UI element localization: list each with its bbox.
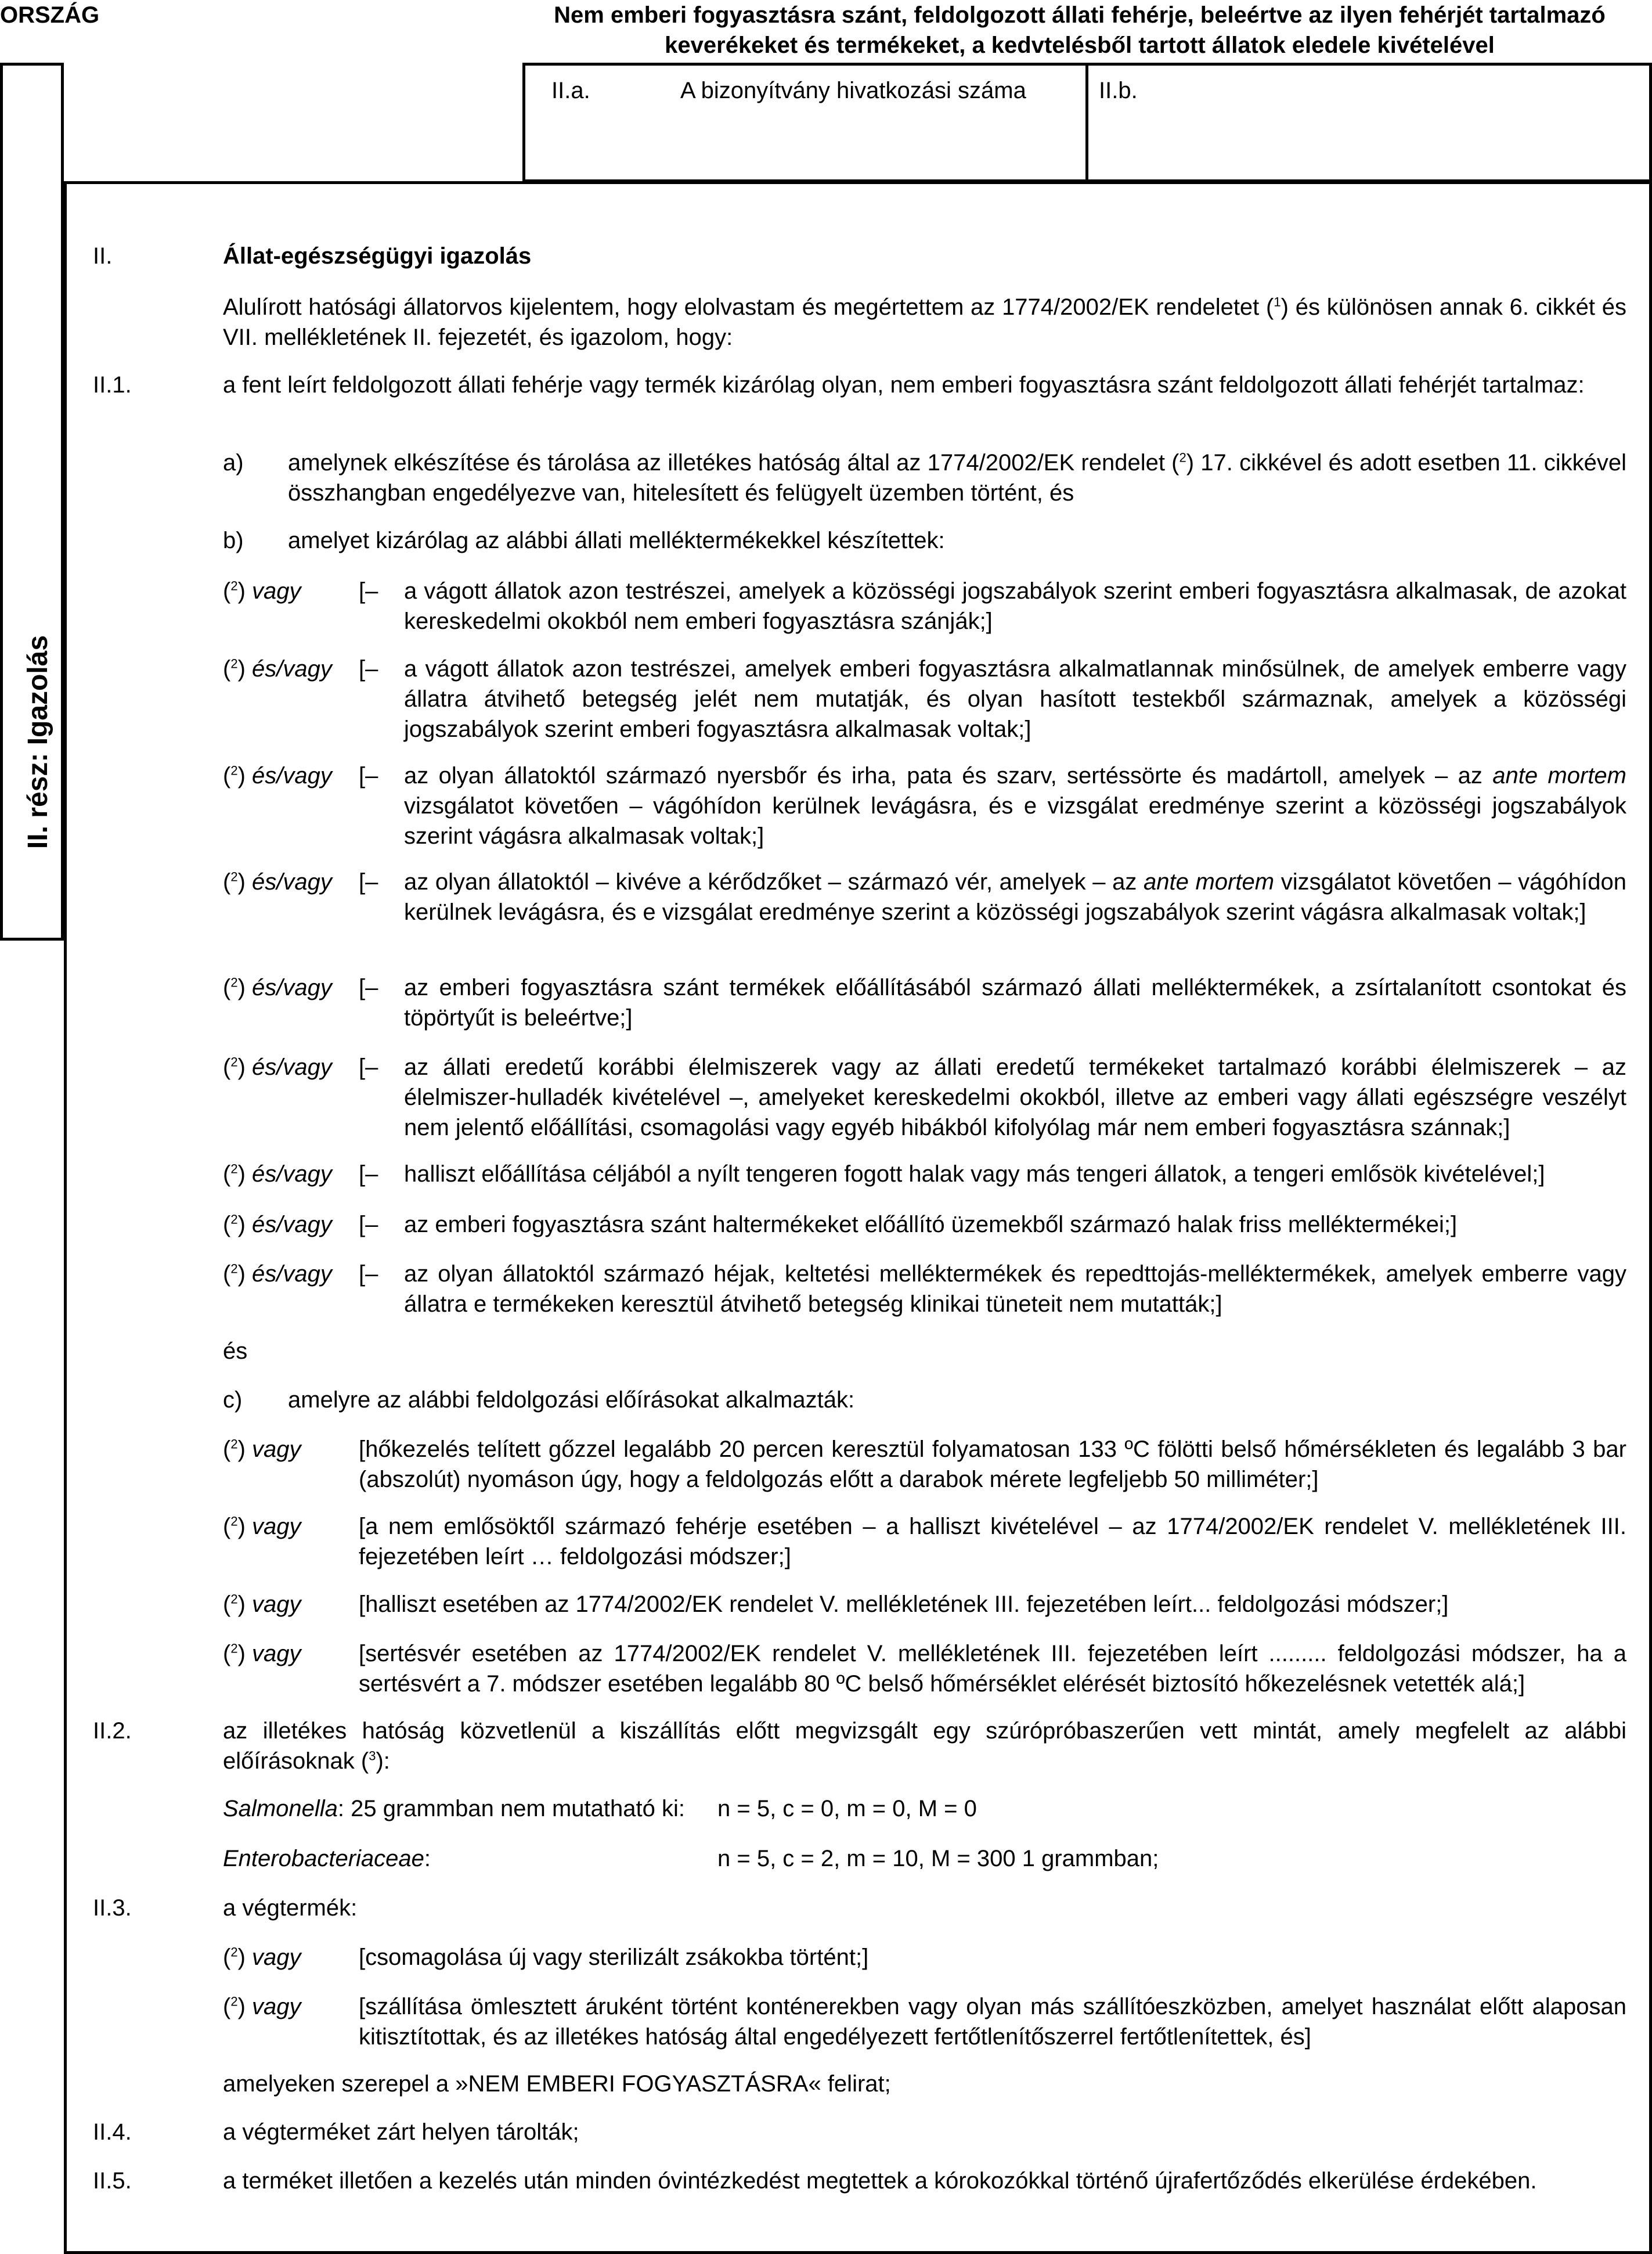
- option-marker: ($^2$) és/vagy: [223, 1212, 332, 1237]
- point-text: az illetékes hatóság közvetlenül a kiszállítás előtt megvizsgált egy szúrópróbaszerűen vett mintát, amely megfelelt az alábbi előírásoknak ($^3$):: [223, 1718, 1626, 1774]
- subpoint-text: amelynek elkészítése és tárolása az illetékes hatóság által az 1774/2002/EK rendelet ($^2$) 17. cikkével és adott esetben 11. cikkével összhangban engedélyezve van, hitelesített és felügyelt üzemben történt, és: [288, 450, 1626, 506]
- option-text: az olyan állatoktól – kivéve a kérődzőket – származó vér, amelyek – az ante mortem vizsgálatot követően – vágóhídon kerülnek levágásra, és e vizsgálat eredménye szerint a közösségi jogszabályok szerint vágásra alkalmasak voltak;]: [404, 869, 1626, 925]
- option-text: [a nem emlősöktől származó fehérje esetében – a halliszt kivételével – az 1774/2002/EK rendelet V. mellékletének III. fejezetében leírt … feldolgozási módszer;]: [359, 1514, 1626, 1569]
- point-text: a fent leírt feldolgozott állati fehérje vagy termék kizárólag olyan, nem emberi fogyasztásra szánt feldolgozott állati fehérjét tartalmaz:: [223, 372, 1585, 398]
- option-text: a vágott állatok azon testrészei, amelyek a közösségi jogszabályok szerint emberi fogyasztásra alkalmasak, de azokat kereskedelmi okokból nem emberi fogyasztásra szánják;]: [404, 578, 1626, 634]
- option-bracket: [–: [359, 1161, 378, 1187]
- section-number: II.: [93, 243, 113, 269]
- option-bracket: [–: [359, 1054, 378, 1080]
- option-bracket: [–: [359, 975, 378, 1000]
- intro-paragraph: Alulírott hatósági állatorvos kijelentem, hogy elolvastam és megértettem az 1774/2002/EK rendeletet ($^1$) és különösen annak 6. cikkét és VII. mellékletének II. fejezetét, és igazolom, hogy:: [223, 294, 1627, 350]
- option-marker: ($^2$) és/vagy: [223, 1261, 332, 1287]
- option-marker: ($^2$) vagy: [223, 578, 301, 604]
- enterobacteriaceae-criterion: Enterobacteriaceae:: [223, 1846, 431, 1871]
- section-side-label: II. rész: Igazolás: [23, 635, 53, 849]
- option-marker: ($^2$) vagy: [223, 1641, 301, 1666]
- subpoint-text: amelyet kizárólag az alábbi állati melléktermékekkel készítettek:: [288, 528, 945, 553]
- option-text: az olyan állatoktól származó héjak, keltetési melléktermékek és repedttojás-melléktermékek, amelyek emberre vagy állatra e termékeken keresztül átvihető betegség klinikai tüneteit nem mutatták;]: [404, 1261, 1626, 1317]
- labelling-statement: amelyeken szerepel a »NEM EMBERI FOGYASZTÁSRA« felirat;: [223, 2071, 891, 2097]
- ref-iib-label: II.b.: [1099, 78, 1138, 103]
- ref-iia-label: II.a.: [551, 78, 590, 103]
- option-marker: ($^2$) vagy: [223, 1994, 301, 2019]
- option-marker: ($^2$) vagy: [223, 1514, 301, 1539]
- option-marker: ($^2$) vagy: [223, 1945, 301, 1970]
- option-text: az emberi fogyasztásra szánt termékek előállításából származó állati melléktermékek, a zsírtalanított csontokat és töpörtyűt is beleértve;]: [404, 975, 1626, 1031]
- option-marker: ($^2$) és/vagy: [223, 1054, 332, 1080]
- option-marker: ($^2$) és/vagy: [223, 656, 332, 682]
- point-text: a terméket illetően a kezelés után minden óvintézkedést megtettek a kórokozókkal történő újrafertőződés elkerülése érdekében.: [223, 2168, 1537, 2194]
- point-text: a végtermék:: [223, 1895, 358, 1921]
- country-label: ORSZÁG: [0, 2, 100, 28]
- option-bracket: [–: [359, 656, 378, 682]
- section-title: Állat-egészségügyi igazolás: [223, 243, 532, 269]
- salmonella-criterion: Salmonella: 25 grammban nem mutatható ki:: [223, 1796, 685, 1821]
- point-number: II.2.: [93, 1718, 132, 1744]
- reference-divider: [1085, 63, 1088, 182]
- option-text: az emberi fogyasztásra szánt haltermékeket előállító üzemekből származó halak friss melléktermékei;]: [404, 1212, 1458, 1237]
- point-text: a végterméket zárt helyen tárolták;: [223, 2119, 579, 2145]
- salmonella-values: n = 5, c = 0, m = 0, M = 0: [717, 1796, 977, 1821]
- option-marker: ($^2$) és/vagy: [223, 763, 332, 788]
- point-number: II.4.: [93, 2119, 132, 2145]
- point-number: II.5.: [93, 2168, 132, 2194]
- ref-number-label: A bizonyítvány hivatkozási száma: [680, 78, 1026, 103]
- enterobacteriaceae-values: n = 5, c = 2, m = 10, M = 300 1 grammban;: [717, 1846, 1159, 1871]
- option-bracket: [–: [359, 578, 378, 604]
- option-bracket: [–: [359, 869, 378, 895]
- option-text: a vágott állatok azon testrészei, amelyek emberi fogyasztásra alkalmatlannak minősülnek, de amelyek emberre vagy állatra átvihető betegség jelét nem mutatják, és olyan hasított testekből származnak, amelyek a közösségi jogszabályok szerint emberi fogyasztásra alkalmasak voltak;]: [404, 656, 1626, 742]
- subpoint-label: a): [223, 450, 244, 476]
- point-number: II.3.: [93, 1895, 132, 1921]
- option-bracket: [–: [359, 1212, 378, 1237]
- option-marker: ($^2$) vagy: [223, 1436, 301, 1462]
- option-bracket: [–: [359, 1261, 378, 1287]
- subpoint-label: b): [223, 528, 244, 553]
- option-text: [sertésvér esetében az 1774/2002/EK rendelet V. mellékletének III. fejezetében leírt ......... feldolgozási módszer, ha a sertésvért a 7. módszer esetében legalább 80 ºC belső hőmérséklet elérését biztosító hőkezelésnek vetették alá;]: [359, 1641, 1626, 1697]
- option-marker: ($^2$) és/vagy: [223, 975, 332, 1000]
- option-text: [hőkezelés telített gőzzel legalább 20 percen keresztül folyamatosan 133 ºC fölötti belső hőmérsékleten és legalább 3 bar (abszolút) nyomáson úgy, hogy a feldolgozás előtt a darabok mérete legfeljebb 50 milliméter;]: [359, 1436, 1626, 1492]
- option-marker: ($^2$) vagy: [223, 1592, 301, 1617]
- option-marker: ($^2$) és/vagy: [223, 1161, 332, 1187]
- subpoint-text: amelyre az alábbi feldolgozási előírásokat alkalmazták:: [288, 1387, 855, 1413]
- option-text: az állati eredetű korábbi élelmiszerek vagy az állati eredetű termékeket tartalmazó korábbi élelmiszerek – az élelmiszer-hulladék kivételével –, amelyeket kereskedelmi okokból, illetve az emberi vagy állati egészségre veszélyt nem jelentő előállítási, csomagolási vagy egyéb hibákból kifolyólag már nem emberi fogyasztásra szánnak;]: [404, 1054, 1626, 1140]
- conjunction: és: [223, 1338, 248, 1364]
- document-title: Nem emberi fogyasztásra szánt, feldolgozott állati fehérje, beleértve az ilyen fehérjét tartalmazó keverékeket és termékeket, a kedvtelésből tartott állatok eledele kivételével: [554, 2, 1606, 58]
- option-text: az olyan állatoktól származó nyersbőr és irha, pata és szarv, sertéssörte és madártoll, amelyek – az ante mortem vizsgálatot követően – vágóhídon kerülnek levágásra, és e vizsgálat eredménye szerint a közösségi jogszabályok szerint vágásra alkalmasak voltak;]: [404, 763, 1626, 849]
- point-number: II.1.: [93, 372, 132, 398]
- option-text: [halliszt esetében az 1774/2002/EK rendelet V. mellékletének III. fejezetében leírt... feldolgozási módszer;]: [359, 1592, 1449, 1617]
- option-marker: ($^2$) és/vagy: [223, 869, 332, 895]
- option-text: halliszt előállítása céljából a nyílt tengeren fogott halak vagy más tengeri állatok, a tengeri emlősök kivételével;]: [404, 1161, 1545, 1187]
- option-text: [csomagolása új vagy sterilizált zsákokba történt;]: [359, 1945, 869, 1970]
- option-bracket: [–: [359, 763, 378, 788]
- option-text: [szállítása ömlesztett áruként történt konténerekben vagy olyan más szállítóeszközben, amelyet használat előtt alaposan kitisztítottak, és az illetékes hatóság által engedélyezett fertőtlenítőszerrel fertőtlenítettek, és]: [359, 1994, 1626, 2050]
- subpoint-label: c): [223, 1387, 243, 1413]
